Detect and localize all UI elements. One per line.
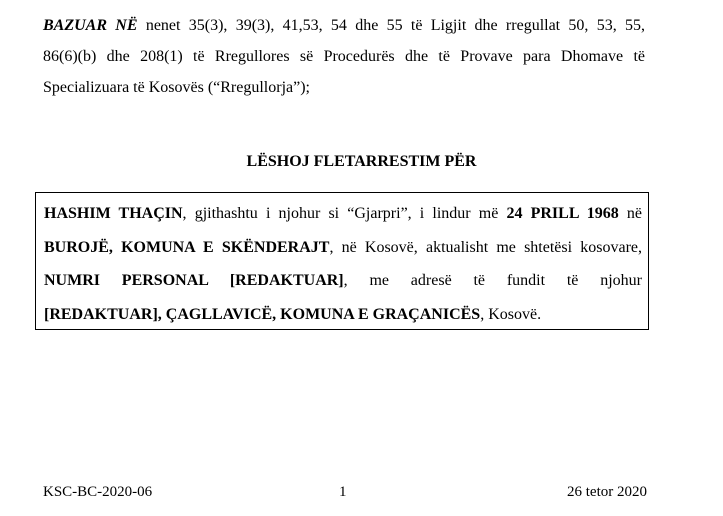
suspect-birthplace: BUROJË, KOMUNA E SKËNDERAJT xyxy=(44,238,330,256)
suspect-nationality-text: , në Kosovë, aktualisht me shtetësi kosovare, xyxy=(329,238,642,256)
suspect-personal-number: NUMRI PERSONAL [REDAKTUAR] xyxy=(44,272,344,289)
suspect-name: HASHIM THAÇIN xyxy=(44,205,183,222)
legal-basis-line-2: 86(6)(b) dhe 208(1) të Rregullores së Procedurës dhe të Provave para Dhomave të xyxy=(43,48,645,65)
suspect-birth-date: 24 PRILL 1968 xyxy=(506,205,619,222)
suspect-details-box xyxy=(35,192,649,330)
suspect-details-line-3 xyxy=(44,264,642,298)
case-number: KSC-BC-2020-06 xyxy=(43,484,153,500)
suspect-line-1-end: në xyxy=(618,205,643,222)
suspect-details-line-4 xyxy=(44,298,642,332)
suspect-details-line-1 xyxy=(44,197,642,231)
suspect-details-paragraph xyxy=(44,197,642,331)
legal-basis-line-1 xyxy=(43,10,645,41)
legal-basis-paragraph xyxy=(43,10,645,103)
suspect-address-intro: , me adresë të fundit të njohur xyxy=(343,272,642,289)
document-date: 26 tetor 2020 xyxy=(567,484,647,500)
page-number: 1 xyxy=(339,484,347,500)
suspect-line-4-end: , Kosovë. xyxy=(480,305,542,323)
warrant-heading: LËSHOJ FLETARRESTIM PËR xyxy=(246,153,477,170)
legal-basis-line-3: Specializuara të Kosovës (“Rregullorja”); xyxy=(43,79,310,96)
suspect-details-line-2 xyxy=(44,231,642,265)
page-footer xyxy=(43,484,647,506)
legal-basis-lead: BAZUAR NË xyxy=(43,17,138,34)
suspect-address: [REDAKTUAR], ÇAGLLAVICË, KOMUNA E GRAÇANICËS xyxy=(44,305,481,323)
legal-basis-line-1-text: nenet 35(3), 39(3), 41,53, 54 dhe 55 të Ligjit dhe rregullat 50, 53, 55, xyxy=(137,17,645,34)
suspect-alias-text: , gjithashtu i njohur si “Gjarpri”, i lindur më xyxy=(182,205,507,222)
